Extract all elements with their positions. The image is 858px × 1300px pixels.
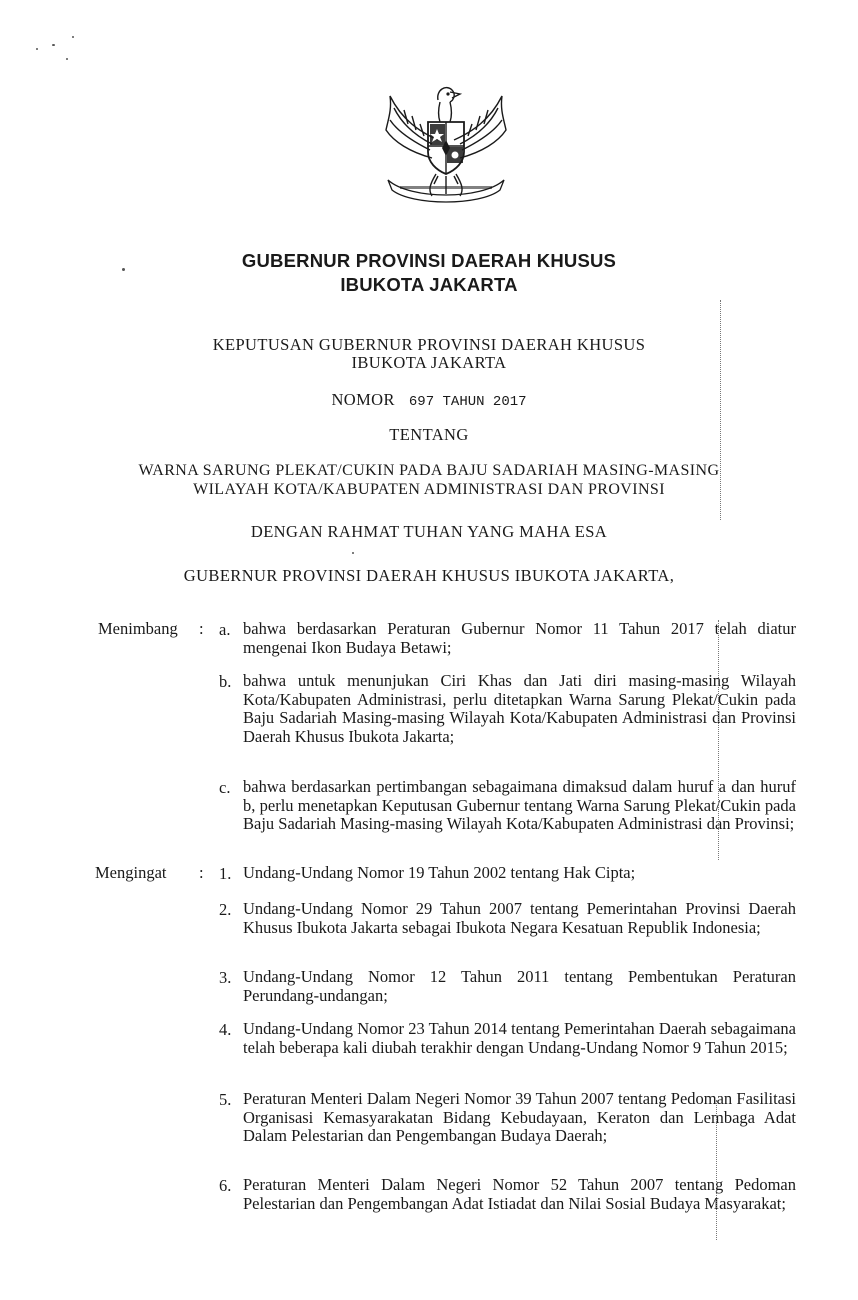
mengingat-item-marker: 4. [219,1020,232,1039]
institution-title-line2: IBUKOTA JAKARTA [340,274,518,295]
mengingat-item-text: Undang-Undang Nomor 23 Tahun 2014 tentang Pemerintahan Daerah sebagaimana telah beberapa kali diubah terakhir dengan Undang-Undang Nomor 9 Tahun 2015; [243,1019,796,1057]
decree-issuer: GUBERNUR PROVINSI DAERAH KHUSUS IBUKOTA JAKARTA, [183,566,675,585]
menimbang-item-marker: a. [219,620,231,639]
decree-blessing: DENGAN RAHMAT TUHAN YANG MAHA ESA [250,522,608,541]
decree-number [0,390,858,410]
garuda-emblem-icon [380,80,512,206]
decree-subject-line2: WILAYAH KOTA/KABUPATEN ADMINISTRASI DAN PROVINSI [193,481,665,498]
menimbang-item-text: bahwa untuk menunjukan Ciri Khas dan Jati diri masing-masing Wilayah Kota/Kabupaten Administrasi, perlu ditetapkan Warna Sarung Plekat/Cukin pada Baju Sadariah Masing-masing Wilayah Kota/Kabupaten Administrasi dan Provinsi Daerah Khusus Ibukota Jakarta; [243,671,796,746]
menimbang-item-text: bahwa berdasarkan Peraturan Gubernur Nomor 11 Tahun 2017 telah diatur mengenai Ikon Budaya Betawi; [243,619,796,657]
mengingat-item-text: Undang-Undang Nomor 12 Tahun 2011 tentang Pembentukan Peraturan Perundang-undangan; [243,967,796,1005]
scan-speck [352,552,354,554]
decree-title-line1: KEPUTUSAN GUBERNUR PROVINSI DAERAH KHUSUS [212,335,646,354]
decree-about: TENTANG [389,425,469,444]
mengingat-item-marker: 6. [219,1176,232,1195]
decree-subject-line1: WARNA SARUNG PLEKAT/CUKIN PADA BAJU SADARIAH MASING-MASING [138,462,720,479]
mengingat-label: Mengingat [95,863,167,882]
scan-speck [36,48,38,50]
mengingat-item-text: Undang-Undang Nomor 19 Tahun 2002 tentang Hak Cipta; [243,863,636,882]
mengingat-item-text: Peraturan Menteri Dalam Negeri Nomor 52 Tahun 2007 tentang Pedoman Pelestarian dan Pengembangan Adat Istiadat dan Nilai Sosial Budaya Masyarakat; [243,1175,796,1213]
menimbang-label: Menimbang [98,619,178,638]
mengingat-item-marker: 3. [219,968,232,987]
menimbang-colon: : [199,619,204,638]
menimbang-item-marker: c. [219,778,231,797]
scan-fold-line [718,620,719,860]
scan-speck [66,58,68,60]
scan-speck [72,36,74,38]
scan-fold-line [716,1100,717,1240]
menimbang-item-marker: b. [219,672,232,691]
decree-title-line2: IBUKOTA JAKARTA [351,353,507,372]
scan-fold-line [720,300,721,520]
mengingat-item-text: Undang-Undang Nomor 29 Tahun 2007 tentang Pemerintahan Provinsi Daerah Khusus Ibukota Jakarta sebagai Ibukota Negara Kesatuan Republik Indonesia; [243,899,796,937]
menimbang-item-text: bahwa berdasarkan pertimbangan sebagaimana dimaksud dalam huruf a dan huruf b, perlu menetapkan Keputusan Gubernur tentang Warna Sarung Plekat/Cukin pada Baju Sadariah Masing-masing Wilayah Kota/Kabupaten Administrasi dan Provinsi; [243,777,796,833]
mengingat-item-marker: 5. [219,1090,232,1109]
institution-title-line1: GUBERNUR PROVINSI DAERAH KHUSUS [241,250,617,271]
decree-number-label: NOMOR [331,390,395,409]
decree-number-value: 697 TAHUN 2017 [408,394,527,410]
scan-speck [52,44,55,46]
mengingat-item-marker: 2. [219,900,232,919]
mengingat-colon: : [199,863,204,882]
mengingat-item-marker: 1. [219,864,232,883]
mengingat-item-text: Peraturan Menteri Dalam Negeri Nomor 39 Tahun 2007 tentang Pedoman Fasilitasi Organisasi Kemasyarakatan Bidang Kebudayaan, Keraton dan Lembaga Adat Dalam Pelestarian dan Pengembangan Budaya Daerah; [243,1089,796,1145]
